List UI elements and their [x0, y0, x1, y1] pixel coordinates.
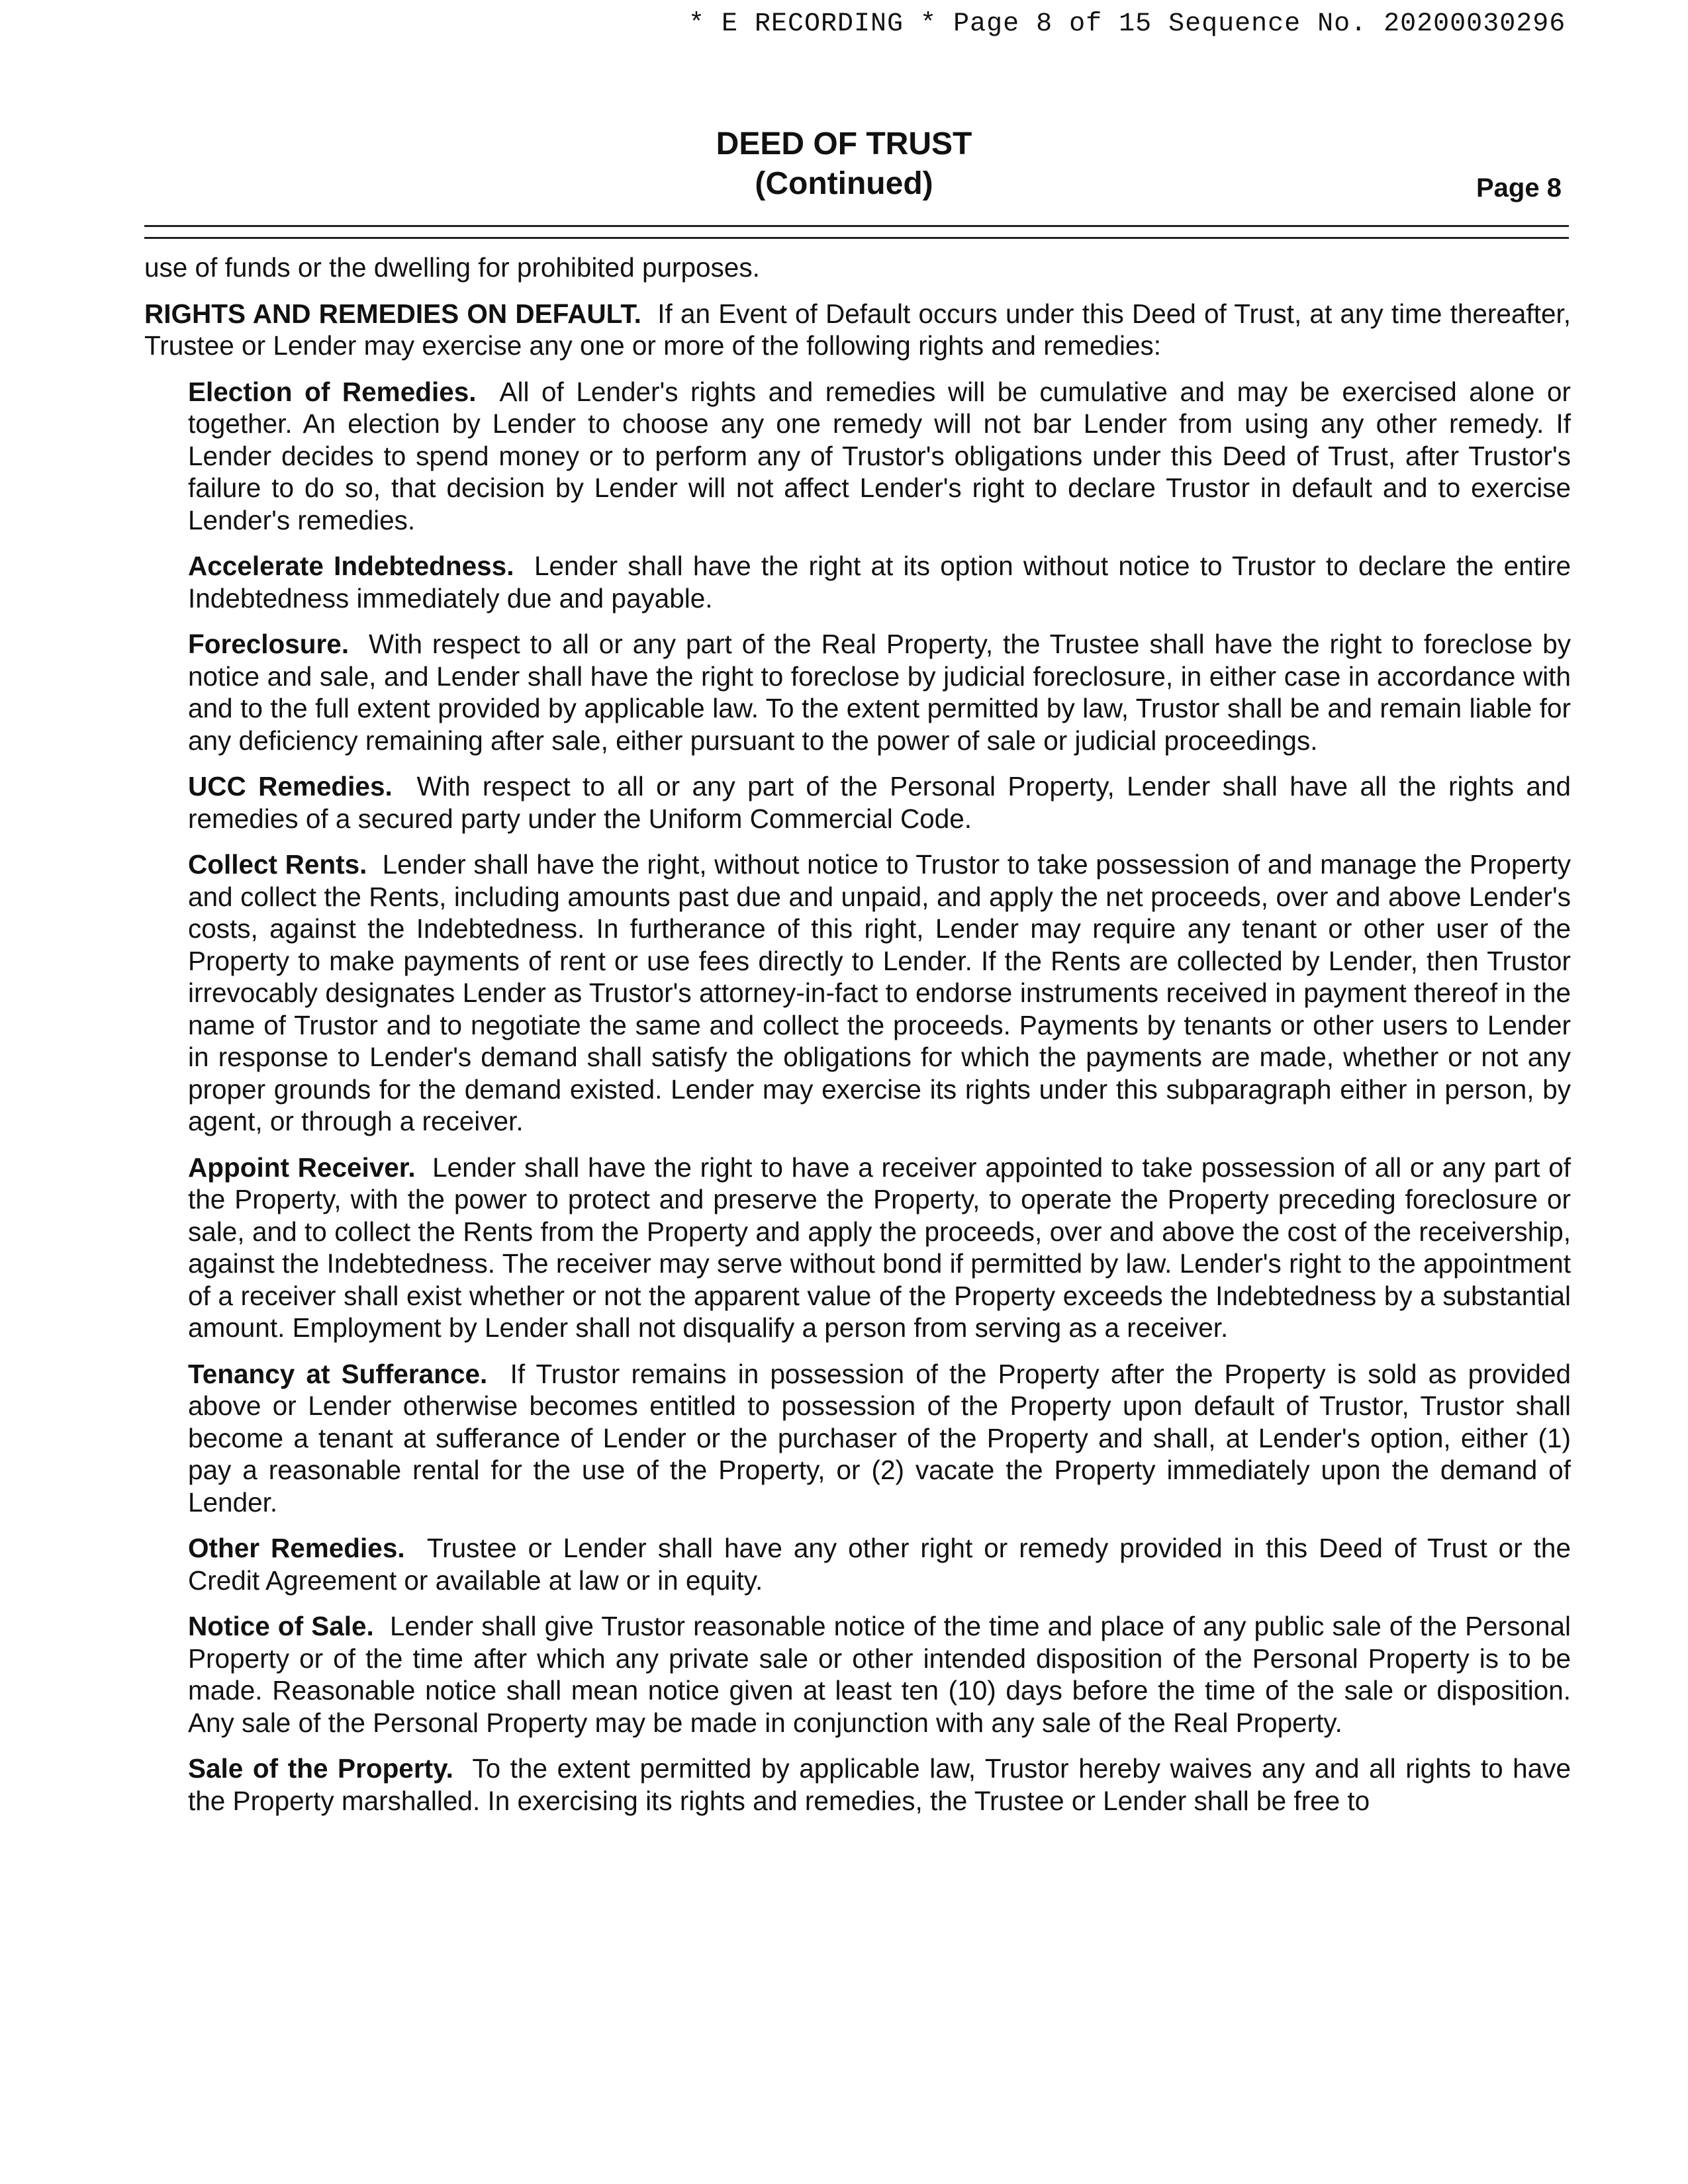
section-accelerate-indebtedness [188, 550, 1571, 614]
rights-paragraph [144, 298, 1571, 362]
header-rule-top [144, 225, 1569, 227]
rights-heading: RIGHTS AND REMEDIES ON DEFAULT. [144, 298, 641, 329]
document-subtitle: (Continued) [755, 166, 933, 201]
document-body [144, 251, 1571, 1831]
section-text: Lender shall give Trustor reasonable notice of the time and place of any public sale of the Personal Property or of the time after which any private sale or other intended disposition of the Personal Property is to be made. Reasonable notice shall mean notice given at least ten (10) days before the time of the sale or disposition. Any sale of the Personal Property may be made in conjunction with any sale of the Real Property. [188, 1611, 1571, 1738]
section-heading: UCC Remedies. [188, 771, 393, 801]
document-title: DEED OF TRUST [716, 126, 972, 161]
section-heading: Foreclosure. [188, 629, 350, 659]
section-sale-of-the-property [188, 1752, 1571, 1817]
section-other-remedies [188, 1532, 1571, 1596]
section-text: Trustee or Lender shall have any other right or remedy provided in this Deed of Trust or the Credit Agreement or available at law or in equity. [188, 1533, 1571, 1596]
section-text: To the extent permitted by applicable law, Trustor hereby waives any and all rights to have the Property marshalled. In exercising its rights and remedies, the Trustee or Lender shall be free to [188, 1753, 1571, 1816]
recording-stamp: * E RECORDING * Page 8 of 15 Sequence No. 20200030296 [688, 9, 1566, 39]
section-heading: Collect Rents. [188, 849, 367, 880]
section-tenancy-at-sufferance [188, 1358, 1571, 1519]
section-heading: Other Remedies. [188, 1533, 405, 1563]
page-number: Page 8 [1476, 173, 1562, 203]
section-text: Lender shall have the right to have a receiver appointed to take possession of all or any part of the Property, with the power to protect and preserve the Property, to operate the Property preceding foreclosure or sale, and to collect the Rents from the Property and apply the proceeds, over and above the cost of the receivership, against the Indebtedness. The receiver may serve without bond if permitted by law. Lender's right to the appointment of a receiver shall exist whether or not the apparent value of the Property exceeds the Indebtedness by a substantial amount. Employment by Lender shall not disqualify a person from serving as a receiver. [188, 1152, 1571, 1343]
section-heading: Appoint Receiver. [188, 1152, 416, 1183]
section-text: If Trustor remains in possession of the Property after the Property is sold as provided above or Lender otherwise becomes entitled to possession of the Property upon default of Trustor, Trustor shall become a tenant at sufferance of Lender or the purchaser of the Property and shall, at Lender's option, either (1) pay a reasonable rental for the use of the Property, or (2) vacate the Property immediately upon the demand of Lender. [188, 1358, 1571, 1518]
section-election-of-remedies [188, 376, 1571, 537]
section-appoint-receiver [188, 1152, 1571, 1344]
section-text: Lender shall have the right at its option without notice to Trustor to declare the entire Indebtedness immediately due and payable. [188, 551, 1571, 614]
section-heading: Notice of Sale. [188, 1611, 374, 1641]
section-heading: Sale of the Property. [188, 1753, 453, 1784]
section-heading: Accelerate Indebtedness. [188, 551, 514, 581]
section-text: With respect to all or any part of the Real Property, the Trustee shall have the right to foreclose by notice and sale, and Lender shall have the right to foreclose by judicial foreclosure, in either case in accordance with and to the full extent provided by applicable law. To the extent permitted by law, Trustor shall be and remain liable for any deficiency remaining after sale, either pursuant to the power of sale or judicial proceedings. [188, 629, 1571, 756]
section-collect-rents [188, 848, 1571, 1138]
section-ucc-remedies [188, 770, 1571, 835]
section-heading: Tenancy at Sufferance. [188, 1358, 488, 1389]
section-text: With respect to all or any part of the Personal Property, Lender shall have all the rights and remedies of a secured party under the Uniform Commercial Code. [188, 771, 1571, 834]
header-rule-bottom [144, 237, 1569, 239]
document-header [0, 124, 1688, 204]
section-heading: Election of Remedies. [188, 376, 477, 407]
rights-text: If an Event of Default occurs under this Deed of Trust, at any time thereafter, Trustee or Lender may exercise any one or more of the following rights and remedies: [144, 298, 1571, 361]
intro-paragraph: use of funds or the dwelling for prohibited purposes. [144, 252, 760, 283]
section-notice-of-sale [188, 1610, 1571, 1739]
section-text: Lender shall have the right, without notice to Trustor to take possession of and manage the Property and collect the Rents, including amounts past due and unpaid, and apply the net proceeds, over and above Lender's costs, against the Indebtedness. In furtherance of this right, Lender may require any tenant or other user of the Property to make payments of rent or use fees directly to Lender. If the Rents are collected by Lender, then Trustor irrevocably designates Lender as Trustor's attorney-in-fact to endorse instruments received in payment thereof in the name of Trustor and to negotiate the same and collect the proceeds. Payments by tenants or other users to Lender in response to Lender's demand shall satisfy the obligations for which the payments are made, whether or not any proper grounds for the demand existed. Lender may exercise its rights under this subparagraph either in person, by agent, or through a receiver. [188, 849, 1571, 1136]
section-foreclosure [188, 628, 1571, 756]
section-text: All of Lender's rights and remedies will be cumulative and may be exercised alone or together. An election by Lender to choose any one remedy will not bar Lender from using any other remedy. If Lender decides to spend money or to perform any of Trustor's obligations under this Deed of Trust, after Trustor's failure to do so, that decision by Lender will not affect Lender's right to declare Trustor in default and to exercise Lender's remedies. [188, 376, 1571, 535]
